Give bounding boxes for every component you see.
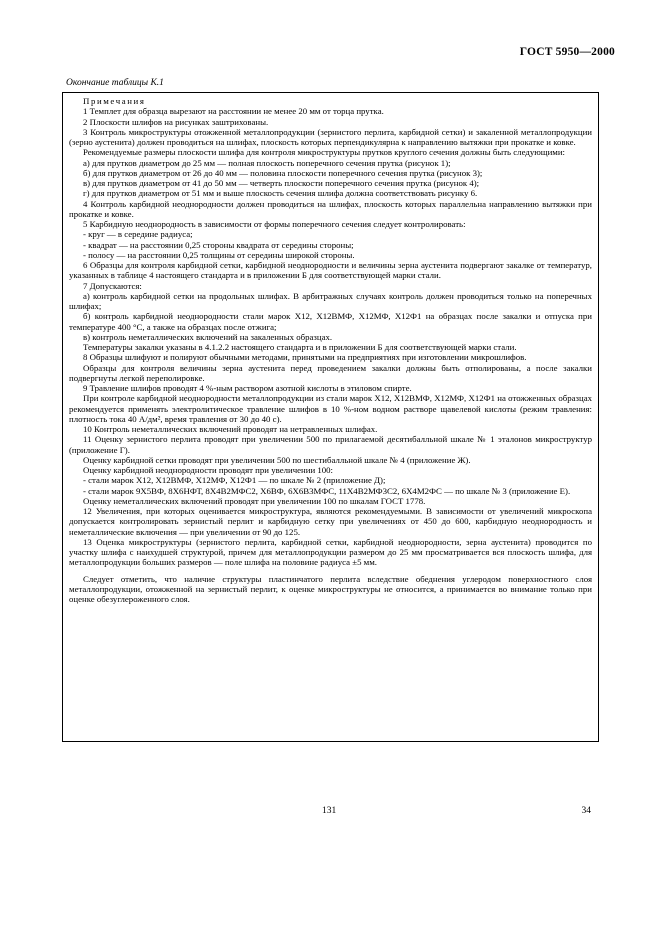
note-paragraph: 4 Контроль карбидной неоднородности должен проводиться на шлифах, плоскость которых параллельна направлению вытяжки при прокатке и ковке. bbox=[69, 198, 592, 219]
note-paragraph: а) контроль карбидной сетки на продольных шлифах. В арбитражных случаях контроль должен проводиться только на поперечных шлифах; bbox=[69, 290, 592, 311]
note-paragraph: - стали марок Х12, Х12ВМФ, Х12МФ, Х12Ф1 — по шкале № 2 (приложение Д); bbox=[83, 475, 386, 486]
note-paragraph: Оценку карбидной сетки проводят при увеличении 500 по шестибалльной шкале № 4 (приложение Ж). bbox=[83, 454, 471, 465]
note-paragraph: 13 Оценка микроструктуры (зернистого перлита, карбидной сетки, карбидной неоднородности, зерна аустенита) проводится по участку шлифа с наихудшей структурой, причем для металлопродукции размером до 25 мм просматривается вся плоскость шлифа, для металлопродукции больших размеров — поле шлифа на половине радиуса ±5 мм. bbox=[69, 536, 592, 568]
note-paragraph: - полосу — на расстоянии 0,25 толщины от середины широкой стороны. bbox=[83, 249, 355, 260]
notes-frame bbox=[62, 92, 599, 742]
note-paragraph: б) контроль карбидной неоднородности стали марок Х12, Х12ВМФ, Х12МФ, Х12Ф1 на образцах после закалки и отпуска при температуре 400 °С, а также на образцах после отжига; bbox=[69, 311, 592, 332]
note-paragraph: 2 Плоскости шлифов на рисунках заштрихованы. bbox=[83, 116, 269, 127]
note-paragraph: 8 Образцы шлифуют и полируют обычными методами, принятыми на предприятиях при изготовлении микрошлифов. bbox=[83, 352, 527, 363]
note-paragraph: Рекомендуемые размеры плоскости шлифа для контроля микроструктуры прутков круглого сечения должны быть следующими: bbox=[83, 147, 565, 158]
note-paragraph: 5 Карбидную неоднородность в зависимости от формы поперечного сечения следует контролировать: bbox=[83, 219, 466, 229]
note-paragraph: в) для прутков диаметром от 41 до 50 мм — четверть плоскости поперечного сечения прутка (рисунок 4); bbox=[83, 178, 480, 188]
note-paragraph: 1 Темплет для образца вырезают на расстоянии не менее 20 мм от торца прутка. bbox=[83, 106, 384, 117]
note-paragraph: Оценку неметаллических включений проводят при увеличении 100 по шкалам ГОСТ 1778. bbox=[83, 495, 426, 506]
table-caption: Окончание таблицы К.1 bbox=[66, 78, 164, 88]
note-paragraph: - круг — в середине радиуса; bbox=[83, 229, 193, 240]
note-paragraph: Оценку карбидной неоднородности проводят при увеличении 100: bbox=[83, 465, 333, 475]
note-paragraph: При контроле карбидной неоднородности металлопродукции из стали марок Х12, Х12ВМФ, Х12МФ, Х12Ф1 на отожженных образцах рекомендуется применять электролитическое травление шлифов в 10 %-ном водном растворе щавелевой кислоты (режим травления: плотность тока 40 А/дм², время травления от 30 до 40 с). bbox=[69, 393, 592, 424]
note-paragraph: 3 Контроль микроструктуры отожженной металлопродукции (зернистого перлита, карбидной сетки) и закаленной металлопродукции (зерно аустенита) должен проводиться на шлифах, плоскость которых перпендикулярна к направлению вытяжки при прокатке и ковке. bbox=[69, 126, 592, 147]
note-paragraph: Температуры закалки указаны в 4.1.2.2 настоящего стандарта и в приложении Б для соответствующей марки стали. bbox=[83, 342, 517, 352]
note-paragraph: а) для прутков диаметром до 25 мм — полная плоскость поперечного сечения прутка (рисунок 1); bbox=[83, 157, 451, 168]
notes-heading: Примечания bbox=[83, 96, 146, 106]
sheet-number: 34 bbox=[581, 806, 591, 816]
note-paragraph: 7 Допускаются: bbox=[83, 280, 142, 291]
document-code: ГОСТ 5950—2000 bbox=[519, 46, 615, 58]
note-paragraph: 9 Травление шлифов проводят 4 %-ным раствором азотной кислоты в этиловом спирте. bbox=[83, 383, 412, 393]
note-paragraph: - квадрат — на расстоянии 0,25 стороны квадрата от середины стороны; bbox=[83, 239, 354, 250]
note-paragraph: Следует отметить, что наличие структуры пластинчатого перлита вследствие обеднения углеродом поверхностного слоя металлопродукции, отожженной на зернистый перлит, к оценке микроструктуры не относится, а принимается во внимание только при оценке обезуглероженного слоя. bbox=[69, 573, 592, 604]
note-paragraph: в) контроль неметаллических включений на закаленных образцах. bbox=[83, 331, 333, 342]
note-paragraph: 12 Увеличения, при которых оценивается микроструктура, являются рекомендуемыми. В зависимости от увеличений микроскопа допускается контролировать зернистый перлит и карбидную сетку при увеличениях от 450 до 600, карбидную неоднородность и неметаллические включения — при увеличении от 90 до 125. bbox=[69, 506, 592, 537]
note-paragraph: б) для прутков диаметром от 26 до 40 мм — половина плоскости поперечного сечения прутка (рисунок 3); bbox=[83, 167, 483, 178]
note-paragraph: г) для прутков диаметром от 51 мм и выше плоскость сечения шлифа должна соответствовать рисунку 6. bbox=[83, 188, 478, 199]
note-paragraph: 11 Оценку зернистого перлита проводят при увеличении 500 по прилагаемой десятибалльной шкале № 1 эталонов микроструктур (приложение Г). bbox=[69, 434, 592, 455]
note-paragraph: 6 Образцы для контроля карбидной сетки, карбидной неоднородности и величины зерна аустенита подвергают закалке от температур, указанных в таблице 4 настоящего стандарта и в приложении Б для соответствующей марки стали. bbox=[69, 260, 592, 281]
note-paragraph: Образцы для контроля величины зерна аустенита перед проведением закалки должны быть отполированы, а после закалки подвергнуты легкой переполировке. bbox=[69, 362, 592, 383]
note-paragraph: 10 Контроль неметаллических включений проводят на нетравленных шлифах. bbox=[83, 424, 378, 434]
note-paragraph: - стали марок 9Х5ВФ, 8Х6НФТ, 8Х4В2МФС2, Х6ВФ, 6Х6В3МФС, 11Х4В2МФ3С2, 6Х4М2ФС — по шкале № 3 (приложение Е). bbox=[83, 485, 571, 496]
page-number: 131 bbox=[322, 806, 337, 816]
